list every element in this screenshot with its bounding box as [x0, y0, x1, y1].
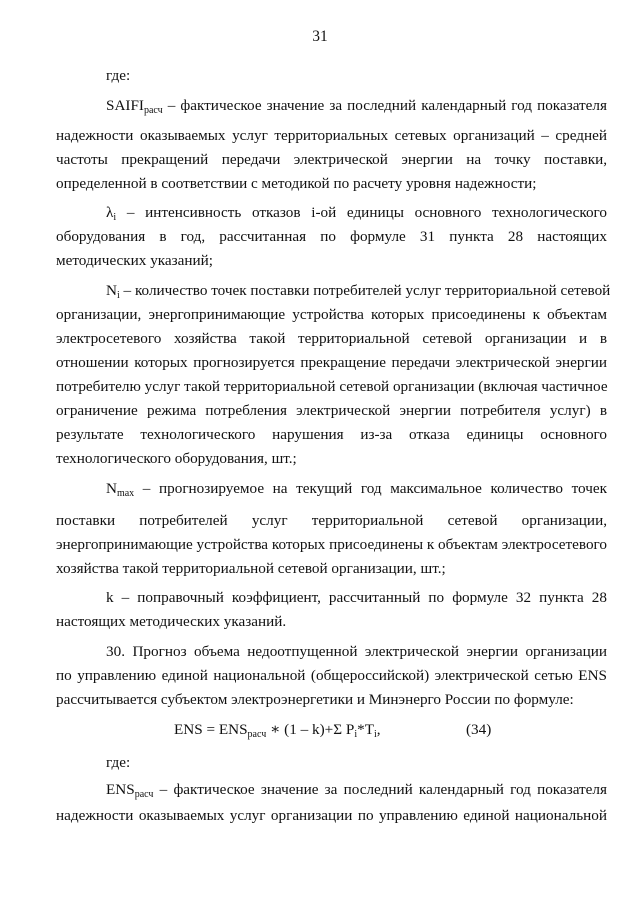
ni-line-2: организации, энергопринимающие устройства которых присоединены к объектам — [56, 306, 607, 323]
section-30-line-2: по управлению единой национальной (общероссийской) электрической сетью ENS — [56, 667, 607, 684]
nmax-line-1: $N_{max}$ – прогнозируемое на текущий год максимальное количество точек — [106, 480, 607, 499]
saifi-line-3: частоты прекращений передачи электрической энергии на точку поставки, — [56, 151, 607, 168]
ni-line-4: отношении которых прогнозируется прекращение передачи электрической энергии — [56, 354, 607, 371]
lambda-line-1: $\lambda_i$ – интенсивность отказов i-ой единицы основного технологического — [106, 204, 607, 223]
formula-34: ENS = $ENS_{расч}$ ∗ (1 – k)+Σ $P_i*T_i$, — [174, 721, 381, 740]
lambda-line-2: оборудования в год, рассчитанная по формуле 31 пункта 28 настоящих — [56, 228, 607, 245]
section-30-line-1: 30. Прогноз объема недоотпущенной электрической энергии организации — [106, 643, 607, 660]
section-30-line-3: рассчитывается субъектом электроэнергетики и Минэнерго России по формуле: — [56, 691, 574, 708]
saifi-line-2: надежности оказываемых услуг территориальных сетевых организаций – средней — [56, 127, 607, 144]
k-line-2: настоящих методических указаний. — [56, 613, 287, 630]
nmax-line-2: поставки потребителей услуг территориальной сетевой организации, — [56, 512, 607, 529]
ni-line-3: электросетевого хозяйства такой территориальной сетевой организации и в — [56, 330, 607, 347]
where-label: где: — [106, 67, 131, 84]
nmax-line-3: энергопринимающие устройства которых присоединены к объектам электросетевого — [56, 536, 607, 553]
ni-line-8: технологического оборудования, шт.; — [56, 450, 297, 467]
ni-line-7: результате технологического нарушения из-за отказа единицы основного — [56, 426, 607, 443]
ens-line-1: $ENS_{расч}$ – фактическое значение за последний календарный год показателя — [106, 781, 607, 800]
ens-line-2: надежности оказываемых услуг организации по управлению единой национальной — [56, 807, 607, 824]
ni-line-6: ограничение режима потребления электрической энергии потребителя услуг) в — [56, 402, 607, 419]
nmax-line-4: хозяйства такой территориальной сетевой организации, шт.; — [56, 560, 446, 577]
saifi-line-4: определенной в соответствии с методикой по расчету уровня надежности; — [56, 175, 537, 192]
ni-line-1: $N_i$ – количество точек поставки потребителей услуг территориальной сетевой — [106, 282, 611, 301]
saifi-line-1: $SAIFI_{расч}$ – фактическое значение за последний календарный год показателя — [106, 97, 607, 116]
lambda-line-3: методических указаний; — [56, 252, 214, 269]
where-label-2: где: — [106, 754, 131, 771]
ni-line-5: потребителю услуг такой территориальной сетевой организации (включая частичное — [56, 378, 608, 395]
k-line-1: k – поправочный коэффициент, рассчитанный по формуле 32 пункта 28 — [106, 589, 607, 606]
formula-number: (34) — [466, 721, 492, 738]
page-number: 31 — [312, 28, 328, 45]
